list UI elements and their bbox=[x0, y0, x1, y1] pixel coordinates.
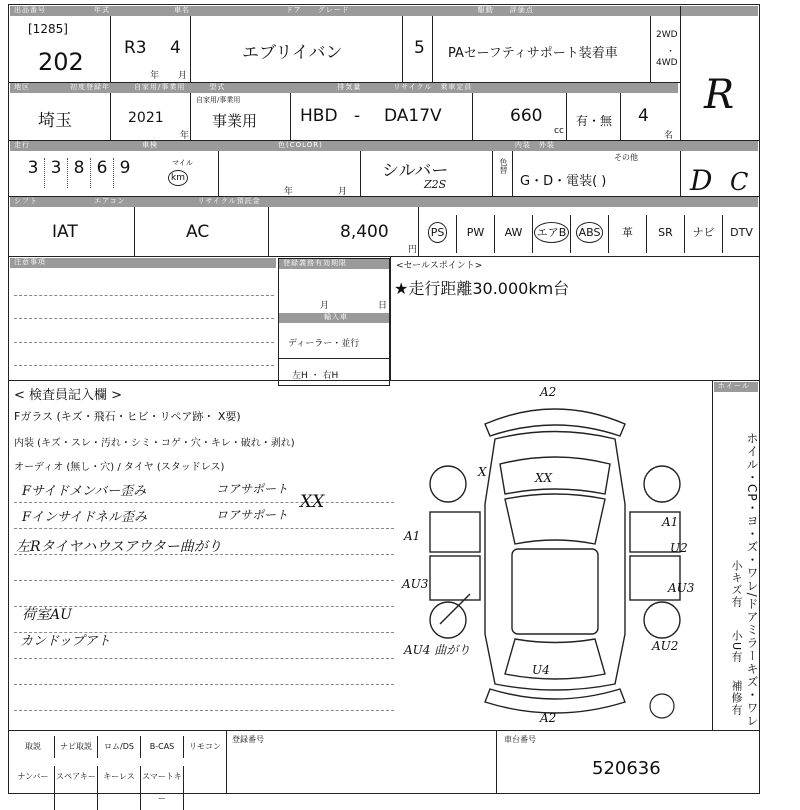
mileage-digit: 8 bbox=[68, 158, 91, 188]
mileage-digit: 6 bbox=[91, 158, 114, 188]
equipment-label: PW bbox=[466, 226, 485, 239]
note-lower-support: ロアサポート bbox=[216, 508, 289, 522]
lot-number: 202 bbox=[38, 48, 84, 76]
equipment-item bbox=[418, 215, 456, 253]
chassis-header: 車台番号 bbox=[504, 735, 536, 744]
exterior-score: C bbox=[730, 168, 749, 196]
mileage-unit-km: km bbox=[168, 170, 188, 186]
dealer-type: ディーラー・並行 bbox=[288, 339, 360, 349]
paint-options: G・D・電装( ) bbox=[520, 174, 607, 189]
month-mark: 月 bbox=[178, 71, 188, 81]
equipment-item bbox=[494, 215, 532, 253]
drive-4wd: 4WD bbox=[656, 58, 678, 68]
note-core-support: コアサポート bbox=[216, 482, 289, 496]
model-prefix: HBD bbox=[300, 106, 338, 126]
mark: U2 bbox=[670, 541, 688, 555]
interior-score: D bbox=[690, 164, 713, 197]
equipment-label: AW bbox=[504, 226, 523, 239]
mileage-digit: 9 bbox=[119, 158, 131, 178]
year-num: 4 bbox=[170, 38, 181, 58]
recycle-status: 有・無 bbox=[576, 114, 613, 128]
rear-bumper bbox=[485, 689, 625, 713]
seats: 4 bbox=[638, 106, 649, 126]
equipment-label: ナビ bbox=[692, 226, 715, 239]
right-panel-header: ホイール bbox=[714, 382, 758, 392]
left-door-rear bbox=[430, 556, 480, 600]
row3-header: 走行 車検 色(COLOR) 内装 外装 bbox=[10, 141, 758, 151]
sales-header: <セールスポイント> bbox=[396, 261, 483, 271]
footer-item: リモコン bbox=[184, 736, 227, 758]
cc-unit: cc bbox=[554, 126, 564, 136]
equipment-item bbox=[722, 215, 760, 253]
equipment-item bbox=[532, 215, 570, 253]
footer-item: ナンバー bbox=[12, 766, 55, 810]
footer-item: ナビ取説 bbox=[55, 736, 98, 758]
stain-mark bbox=[650, 694, 674, 718]
equipment-item bbox=[684, 215, 722, 253]
note-extra: カンドップアト bbox=[20, 634, 111, 649]
car-damage-diagram bbox=[400, 384, 710, 726]
row4-header: シフト エアコン リサイクル預託金 bbox=[10, 197, 758, 207]
rear-glass bbox=[505, 639, 605, 679]
other-label: その他 bbox=[614, 153, 638, 162]
equipment-item bbox=[570, 215, 608, 253]
sales-point: ★走行距離30.000km台 bbox=[394, 279, 570, 298]
mileage-unit-mile: マイル bbox=[172, 159, 193, 167]
notes-header: 注意事項 bbox=[10, 258, 276, 268]
handle-side: 左H ・ 右H bbox=[292, 371, 339, 381]
equipment-label: SR bbox=[658, 226, 673, 239]
usage: 事業用 bbox=[212, 112, 258, 130]
small-dent: 小U有 bbox=[730, 630, 743, 664]
shaken-month-mark: 月 bbox=[338, 187, 348, 197]
inspector-line-glass: Fガラス (キズ・飛石・ヒビ・リペア跡・ X要) bbox=[14, 410, 241, 423]
car-body bbox=[485, 432, 625, 691]
grade: PAセーフティサポート装着車 bbox=[448, 46, 618, 61]
tire-rear-left bbox=[430, 602, 466, 638]
chassis-number: 520636 bbox=[592, 758, 661, 779]
windshield bbox=[505, 494, 605, 544]
equipment-item bbox=[456, 215, 494, 253]
equipment-row bbox=[418, 215, 760, 253]
model-code: DA17V bbox=[384, 106, 442, 126]
footer-item: B-CAS bbox=[141, 736, 184, 758]
note-xx: XX bbox=[300, 492, 325, 512]
inspector-title: < 検査員記入欄 > bbox=[14, 388, 123, 403]
era: R3 bbox=[124, 38, 147, 58]
footer-item: キーレス bbox=[98, 766, 141, 810]
footer-item: スペアキー bbox=[55, 766, 98, 810]
shift: IAT bbox=[52, 222, 78, 242]
equipment-item bbox=[646, 215, 684, 253]
row1-header: 出品番号 年式 車名 ドア グレード 駆動 評価点 bbox=[10, 6, 758, 16]
note-inside-panel: Fインサイドネル歪み bbox=[22, 510, 147, 525]
mark: XX bbox=[535, 471, 553, 485]
roof bbox=[512, 549, 598, 634]
footer-item: ロム/DS bbox=[98, 736, 141, 758]
first-reg-year: 2021 bbox=[128, 110, 164, 126]
mileage-digit: 3 bbox=[45, 158, 68, 188]
repair-note: 補修有 bbox=[730, 680, 743, 716]
aircon: AC bbox=[186, 222, 210, 242]
color: シルバー bbox=[382, 161, 449, 181]
footer-item: スマートキー bbox=[141, 766, 184, 810]
model-dash: - bbox=[354, 106, 361, 126]
note-front-member: Fサイドメンバー歪み bbox=[22, 484, 147, 499]
equipment-label: DTV bbox=[730, 226, 753, 239]
row2-header: 地区 初度登録年 自家用/事業用 型式 排気量 リサイクル 乗車定員 bbox=[10, 83, 678, 93]
reg-expiry-header: 登録義務有効期限 bbox=[279, 259, 389, 269]
reg-year-mark: 年 bbox=[180, 131, 190, 141]
equipment-label: 革 bbox=[622, 226, 633, 239]
color-change: 色替 bbox=[499, 158, 508, 174]
mark-top: A2 bbox=[540, 385, 557, 399]
equipment-label: エアB bbox=[534, 222, 570, 243]
mark: A1 bbox=[404, 529, 421, 543]
inspector-line-audio: オーディオ (無し・穴) / タイヤ (スタッドレス) bbox=[14, 462, 225, 473]
doors: 5 bbox=[414, 38, 425, 58]
yen-unit: 円 bbox=[408, 245, 418, 255]
mark: AU3 bbox=[402, 577, 429, 591]
color-code: Z2S bbox=[424, 178, 447, 191]
hood bbox=[500, 457, 610, 494]
expiry-month: 月 bbox=[320, 301, 330, 311]
mark: AU2 bbox=[652, 639, 679, 653]
year-mark: 年 bbox=[150, 71, 160, 81]
recycle-fee: 8,400 bbox=[340, 222, 389, 242]
inspector-line-interior: 内装 (キズ・スレ・汚れ・シミ・コゲ・穴・キレ・破れ・剥れ) bbox=[14, 438, 295, 449]
lot-bracket: [1285] bbox=[28, 22, 68, 36]
mark-bottom: A2 bbox=[540, 711, 557, 725]
car-name: エブリイバン bbox=[242, 43, 343, 63]
mark: A1 bbox=[662, 515, 679, 529]
left-door-front bbox=[430, 512, 480, 552]
tire-front-left bbox=[430, 466, 466, 502]
score: R bbox=[704, 72, 735, 118]
small-scratch: 小キズ有 bbox=[730, 560, 743, 608]
tire-rear-right bbox=[644, 602, 680, 638]
displacement: 660 bbox=[510, 106, 543, 126]
tire-front-right bbox=[644, 466, 680, 502]
equipment-label: ABS bbox=[576, 222, 604, 243]
equipment-item bbox=[608, 215, 646, 253]
mileage bbox=[22, 158, 136, 188]
footer-item: 取説 bbox=[12, 736, 55, 758]
drive-dot: ・ bbox=[666, 47, 676, 57]
region: 埼玉 bbox=[38, 111, 72, 131]
mark: X bbox=[478, 465, 487, 479]
shaken-year-mark: 年 bbox=[284, 187, 294, 197]
note-cargo-au: 荷室AU bbox=[22, 607, 72, 623]
wheel-note: ホイル・CP・ヨ・ズ・ワレ/ドアミラーキズ・ワレ bbox=[745, 432, 759, 728]
mark: AU4 曲がり bbox=[404, 643, 471, 657]
reg-number-header: 登録番号 bbox=[232, 735, 264, 744]
import-header: 輸入車 bbox=[279, 313, 389, 323]
mark: U4 bbox=[532, 663, 550, 677]
usage-header: 自家用/事業用 bbox=[196, 96, 241, 104]
drive-2wd: 2WD bbox=[656, 30, 678, 40]
expiry-day: 日 bbox=[378, 301, 388, 311]
footer-items-top bbox=[12, 736, 227, 758]
footer-items-bottom bbox=[12, 766, 184, 810]
equipment-label: PS bbox=[428, 222, 448, 243]
mileage-digit: 3 bbox=[22, 158, 45, 188]
seats-unit: 名 bbox=[664, 131, 674, 141]
note-tire-house: 左Rタイヤハウスアウター曲がり bbox=[16, 539, 222, 555]
mark: AU3 bbox=[668, 581, 695, 595]
